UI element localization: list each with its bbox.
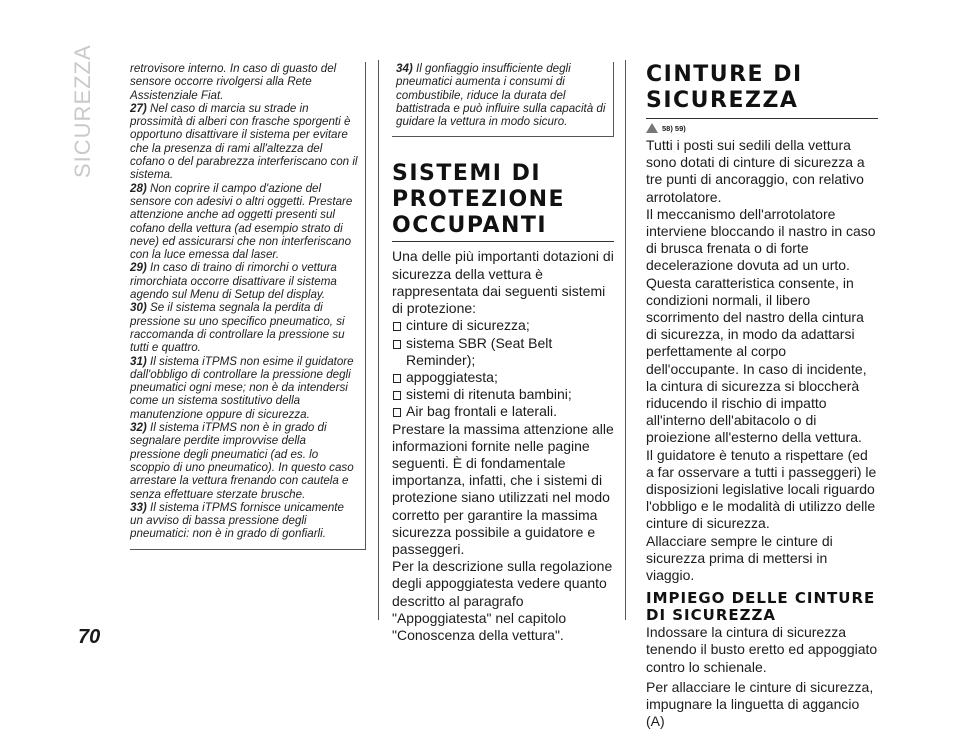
list-item: appoggiatesta; (392, 369, 614, 386)
section-side-title: SICUREZZA (70, 44, 95, 178)
note-item: 32) Il sistema iTPMS non è in grado di segnalare perdite improvvise della pressione degli pneumatici (ad es. lo scoppio di uno pneumatico). In questo caso arrestare la vettura frenando con cautela e senza effettuare sterzate brusche. (130, 421, 354, 501)
note-item: 28) Non coprire il campo d'azione del sensore con adesivi o altri oggetti. Prestare attenzione anche ad oggetti presenti sul cofano della vettura (ad esempio strato di neve) ed assicurarsi che non interferiscano con la luce emessa dal laser. (130, 181, 353, 262)
warning-refs-label: 58) 59) (662, 123, 686, 133)
notes-box (130, 62, 366, 550)
paragraph: Tutti i posti sui sedili della vettura sono dotati di cinture di sicurezza a tre punti di ancoraggio, con relativo arrotolatore. (646, 137, 865, 205)
note-item: 30) Se il sistema segnala la perdita di pressione su uno specifico pneumatico, si raccomanda di controllare la pressione su tutti e quattro. (130, 301, 345, 355)
note-box-34 (392, 62, 614, 137)
paragraph: Allacciare sempre le cinture di sicurezza prima di mettersi in viaggio. (646, 532, 833, 584)
paragraph: Il guidatore è tenuto a rispettare (ed a far osservare a tutti i passeggeri) le disposizioni legislative locali riguardo l'obbligo e le modalità di utilizzo delle cinture di sicurezza. (646, 446, 877, 532)
list-item: Air bag frontali e laterali. (392, 403, 614, 420)
section-heading-block (646, 62, 878, 119)
note-item: 27) Nel caso di marcia su strade in prossimità di alberi con frasche sporgenti è opportuno disattivare il sistema per evitare che la presenza di rami all'altezza del cofano o del parabrezza interferiscano con il sistema. (130, 101, 358, 182)
paragraph: Il meccanismo dell'arrotolatore interviene bloccando il nastro in caso di brusca frenata o di forte decelerazione dovuta ad un urto. Questa caratteristica consente, in condizioni normali, il libero scorrimento del nastro della cintura di sicurezza, in modo da adattarsi perfettamente al corpo dell'occupante. In caso di incidente, la cintura di sicurezza si bloccherà riducendo il rischio di impatto all'interno dell'abitacolo o di proiezione all'esterno della vettura. (646, 205, 876, 446)
note-item: 33) Il sistema iTPMS fornisce unicamente un avviso di bassa pressione degli pneumatici: non è in grado di gonfiarli. (130, 500, 344, 541)
warning-triangle-icon (646, 123, 658, 133)
section-heading: SISTEMI DI PROTEZIONE OCCUPANTI (392, 161, 566, 239)
column-divider (625, 60, 626, 620)
paragraph: Prestare la massima attenzione alle informazioni fornite nelle pagine seguenti. È di fondamentale importanza, infatti, che i sistemi di protezione siano utilizzati nel modo corretto per garantire la massima sicurezza possibile a guidatore e passeggeri. (392, 420, 614, 557)
list-item: sistemi di ritenuta bambini; (392, 386, 614, 403)
section-heading-block (392, 161, 614, 242)
list-item: cinture di sicurezza; (392, 317, 614, 334)
column-seat-belts (646, 62, 878, 731)
list-item: sistema SBR (Seat Belt Reminder); (392, 335, 614, 369)
page-number: 70 (78, 626, 101, 648)
warning-references (646, 123, 878, 133)
section-heading: CINTURE DI SICUREZZA (646, 62, 803, 113)
column-protection-systems (392, 62, 614, 644)
note-item: 31) Il sistema iTPMS non esime il guidatore dall'obbligo di controllare la pressione degli pneumatici ogni mese; non è da intendersi come un sistema sostitutivo della manutenzione oppure di sicurezza. (130, 354, 354, 421)
subsection-heading: IMPIEGO DELLE CINTURE DI SICUREZZA (646, 589, 876, 625)
protection-list (392, 317, 614, 420)
note-item: 34) Il gonfiaggio insufficiente degli pneumatici aumenta i consumi di combustibile, riduce la durata del battistrada e può influire sulla capacità di guidare la vettura in modo sicuro. (396, 62, 606, 129)
paragraph: Per allacciare le cinture di sicurezza, impugnare la linguetta di aggancio (A) (646, 678, 874, 730)
column-divider (378, 60, 379, 620)
note-item: 29) In caso di traino di rimorchi o vettura rimorchiata occorre disattivare il sistema agendo sul Menu di Setup del display. (130, 261, 337, 302)
intro-paragraph: Una delle più importanti dotazioni di sicurezza della vettura è rappresentata dai seguenti sistemi di protezione: (392, 248, 614, 317)
column-notes (130, 62, 366, 550)
paragraph: Per la descrizione sulla regolazione degli appoggiatesta vedere quanto descritto al paragrafo "Appoggiatesta" nel capitolo "Conoscenza della vettura". (392, 558, 613, 643)
paragraph: Indossare la cintura di sicurezza tenendo il busto eretto ed appoggiato contro lo schienale. (646, 624, 878, 675)
note-item: retrovisore interno. In caso di guasto del sensore occorre rivolgersi alla Rete Assistenziale Fiat. (130, 62, 337, 102)
